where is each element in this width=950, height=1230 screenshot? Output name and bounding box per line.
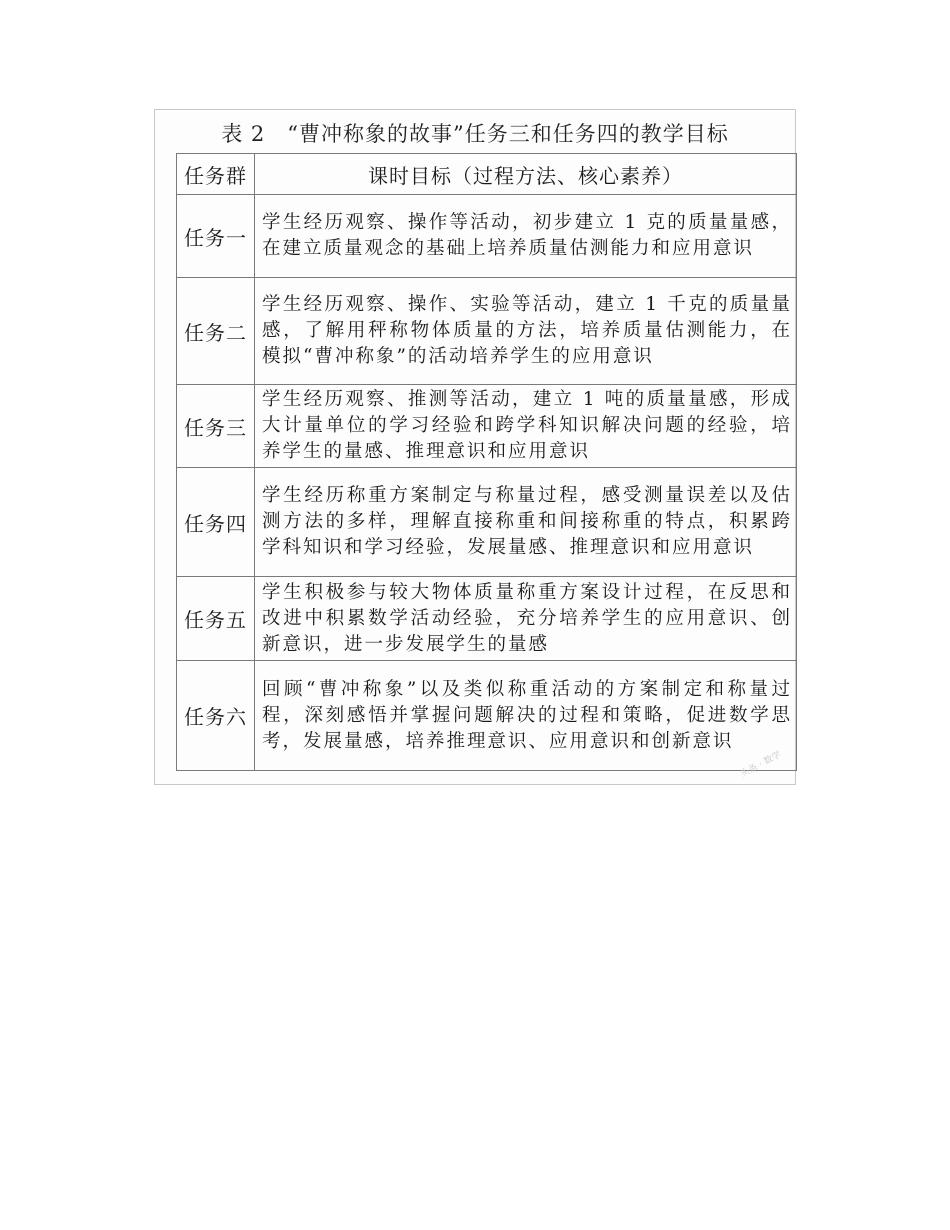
goal-text-cell: 学生经历观察、操作等活动，初步建立 1 克的质量量感，在建立质量观念的基础上培养质量估测能力和应用意识 — [255, 195, 797, 278]
goal-text-cell: 学生经历观察、推测等活动，建立 1 吨的质量量感，形成大计量单位的学习经验和跨学科知识解决问题的经验，培养学生的量感、推理意识和应用意识 — [255, 385, 797, 468]
document-frame — [154, 109, 796, 785]
header-task-group: 任务群 — [177, 154, 255, 195]
table-row — [177, 661, 797, 771]
table-caption: 表 2 “曹冲称象的故事”任务三和任务四的教学目标 — [221, 122, 729, 146]
goal-text-cell: 学生经历观察、操作、实验等活动，建立 1 千克的质量量感，了解用秤称物体质量的方法，培养质量估测能力，在模拟“曹冲称象”的活动培养学生的应用意识 — [255, 278, 797, 385]
task-name-cell: 任务四 — [177, 468, 255, 577]
task-name-cell: 任务三 — [177, 385, 255, 468]
task-name-cell: 任务二 — [177, 278, 255, 385]
goal-text-cell: 学生经历称重方案制定与称量过程，感受测量误差以及估测方法的多样，理解直接称重和间接称重的特点，积累跨学科知识和学习经验，发展量感、推理意识和应用意识 — [255, 468, 797, 577]
task-name-cell: 任务六 — [177, 661, 255, 771]
table-row — [177, 385, 797, 468]
header-lesson-goal: 课时目标（过程方法、核心素养） — [255, 154, 797, 195]
table-row — [177, 577, 797, 661]
table-row — [177, 468, 797, 577]
task-name-cell: 任务一 — [177, 195, 255, 278]
teaching-goals-table — [176, 153, 797, 771]
watermark: 头条 · 数学 — [739, 749, 784, 780]
table-header-row — [177, 154, 797, 195]
table-row — [177, 195, 797, 278]
goal-text-cell: 回顾“曹冲称象”以及类似称重活动的方案制定和称量过程，深刻感悟并掌握问题解决的过程和策略，促进数学思考，发展量感，培养推理意识、应用意识和创新意识 — [255, 661, 797, 771]
goal-text-cell: 学生积极参与较大物体质量称重方案设计过程，在反思和改进中积累数学活动经验，充分培养学生的应用意识、创新意识，进一步发展学生的量感 — [255, 577, 797, 661]
table-row — [177, 278, 797, 385]
task-name-cell: 任务五 — [177, 577, 255, 661]
